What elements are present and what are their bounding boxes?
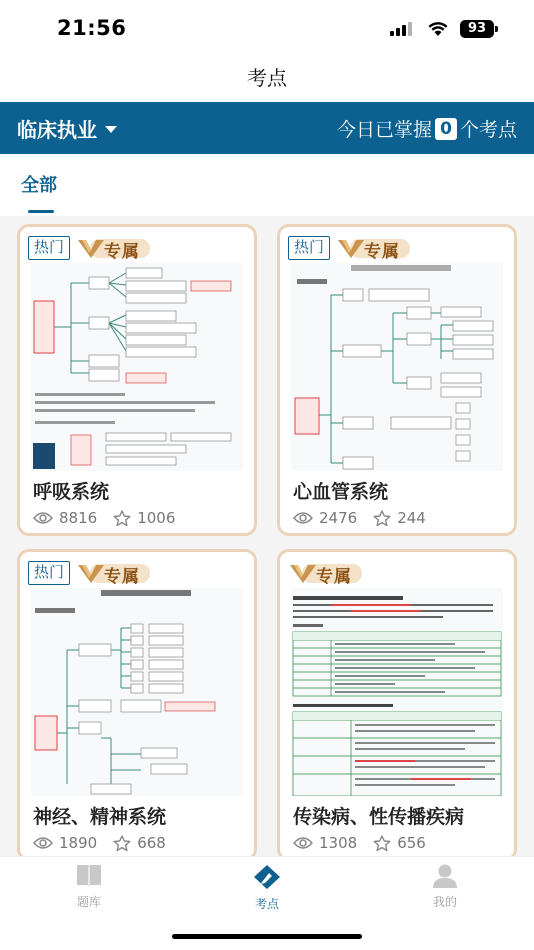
topic-grid bbox=[0, 216, 534, 856]
eye-icon bbox=[293, 511, 313, 525]
favorites-stat bbox=[373, 509, 426, 527]
vip-badge bbox=[76, 561, 152, 585]
vip-label: 专属 bbox=[104, 567, 141, 587]
card-title: 呼吸系统 bbox=[33, 481, 110, 503]
favorites-count: 244 bbox=[397, 509, 426, 527]
mastered-summary bbox=[337, 115, 517, 142]
page-title: 考点 bbox=[247, 66, 287, 90]
status-bar bbox=[0, 0, 534, 56]
card-stats bbox=[33, 509, 191, 527]
mastered-count: 0 bbox=[435, 118, 457, 140]
home-indicator bbox=[172, 934, 362, 939]
card-stats bbox=[33, 834, 182, 852]
tab-indicator bbox=[28, 210, 54, 213]
favorites-stat bbox=[113, 509, 175, 527]
favorites-stat bbox=[373, 834, 426, 852]
exam-type-dropdown[interactable] bbox=[17, 114, 117, 143]
tab-exam-points[interactable] bbox=[227, 863, 307, 912]
exam-type-label: 临床执业 bbox=[17, 118, 97, 142]
hot-badge: 热门 bbox=[288, 236, 330, 260]
topic-card-cardiovascular[interactable] bbox=[277, 224, 517, 536]
views-count: 8816 bbox=[59, 509, 98, 527]
card-stats bbox=[293, 509, 442, 527]
tab-label: 考点 bbox=[254, 897, 279, 911]
star-icon bbox=[373, 510, 391, 527]
views-stat bbox=[293, 834, 357, 852]
eye-icon bbox=[293, 836, 313, 850]
mindmap-thumbnail bbox=[31, 588, 243, 796]
views-count: 1890 bbox=[59, 834, 98, 852]
battery-tip bbox=[495, 26, 498, 32]
signal-icon bbox=[390, 22, 416, 36]
vip-label: 专属 bbox=[316, 567, 352, 587]
document-thumbnail bbox=[291, 588, 503, 796]
status-time: 21:56 bbox=[57, 16, 127, 40]
hot-badge: 热门 bbox=[28, 236, 70, 260]
vip-badge bbox=[288, 561, 364, 585]
book-icon bbox=[75, 863, 103, 889]
favorites-count: 668 bbox=[137, 834, 166, 852]
card-title: 心血管系统 bbox=[293, 481, 389, 503]
tab-label: 题库 bbox=[76, 895, 101, 909]
caret-down-icon bbox=[105, 126, 117, 133]
exam-header-bar bbox=[0, 102, 534, 154]
eye-icon bbox=[33, 836, 53, 850]
favorites-stat bbox=[113, 834, 166, 852]
eye-icon bbox=[33, 511, 53, 525]
views-stat bbox=[33, 834, 97, 852]
favorites-count: 1006 bbox=[137, 509, 176, 527]
topic-card-neuro-psych[interactable] bbox=[17, 549, 257, 856]
views-count: 1308 bbox=[319, 834, 358, 852]
card-stats bbox=[293, 834, 442, 852]
battery-indicator: 93 bbox=[460, 20, 494, 38]
mindmap-thumbnail bbox=[31, 263, 243, 471]
tab-question-bank[interactable] bbox=[49, 863, 129, 910]
vip-badge bbox=[336, 236, 412, 260]
card-title: 传染病、性传播疾病 bbox=[293, 806, 465, 828]
views-stat bbox=[293, 509, 357, 527]
tab-profile[interactable] bbox=[405, 863, 485, 910]
vip-badge bbox=[76, 236, 152, 260]
hot-badge: 热门 bbox=[28, 561, 70, 585]
star-icon bbox=[113, 510, 131, 527]
tab-all[interactable]: 全部 bbox=[21, 175, 57, 196]
mastered-prefix: 今日已掌握 bbox=[336, 119, 432, 141]
star-icon bbox=[373, 835, 391, 852]
star-icon bbox=[113, 835, 131, 852]
tab-label: 我的 bbox=[432, 895, 457, 909]
category-tabs bbox=[0, 154, 534, 216]
vip-label: 专属 bbox=[364, 242, 401, 262]
mindmap-thumbnail bbox=[291, 263, 503, 471]
views-stat bbox=[33, 509, 97, 527]
topic-card-infectious[interactable] bbox=[277, 549, 517, 856]
mastered-suffix: 个考点 bbox=[459, 119, 517, 141]
wifi-icon bbox=[427, 19, 449, 37]
topic-card-respiratory[interactable] bbox=[17, 224, 257, 536]
favorites-count: 656 bbox=[397, 834, 426, 852]
user-icon bbox=[431, 863, 459, 889]
card-title: 神经、精神系统 bbox=[33, 806, 167, 828]
views-count: 2476 bbox=[319, 509, 358, 527]
vip-label: 专属 bbox=[104, 242, 141, 262]
pen-icon bbox=[252, 863, 282, 891]
